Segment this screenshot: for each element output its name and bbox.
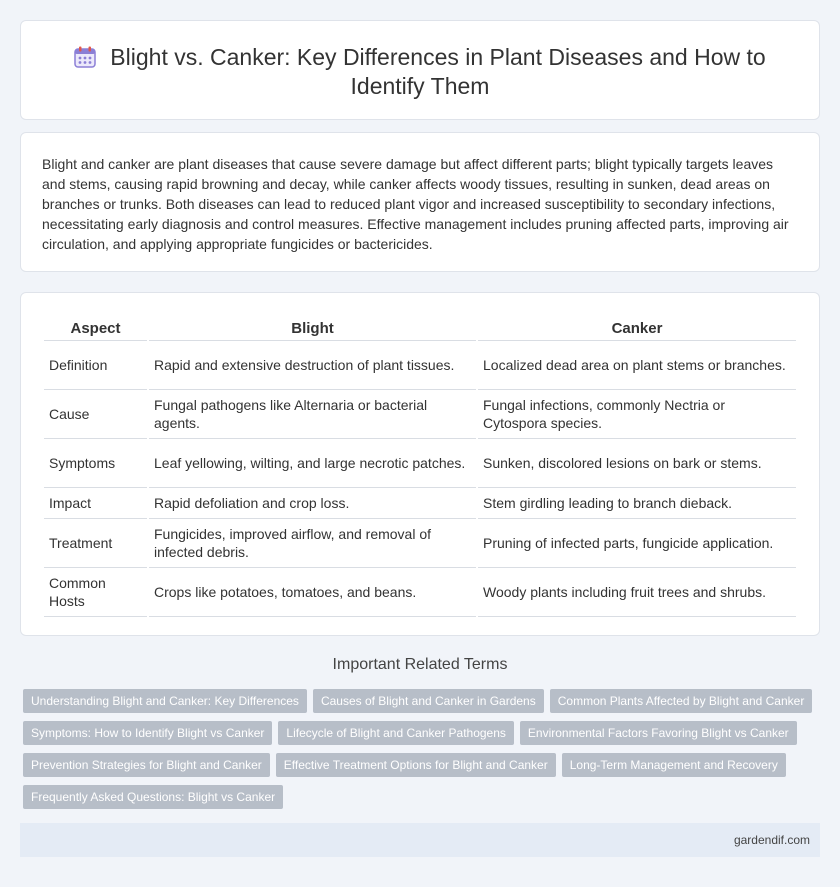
row-aspect: Impact bbox=[44, 488, 147, 519]
related-term-link[interactable]: Frequently Asked Questions: Blight vs Canker bbox=[23, 785, 283, 809]
tag-row bbox=[23, 721, 813, 753]
row-canker: Fungal infections, commonly Nectria or Cytospora species. bbox=[478, 390, 796, 439]
row-aspect: Cause bbox=[44, 390, 147, 439]
row-aspect: Symptoms bbox=[44, 439, 147, 488]
table-row bbox=[44, 519, 796, 568]
tag-row bbox=[23, 689, 813, 721]
footer-site-name: gardendif.com bbox=[733, 833, 810, 847]
comparison-table bbox=[42, 313, 798, 617]
related-term-link[interactable]: Environmental Factors Favoring Blight vs Canker bbox=[520, 721, 797, 745]
row-aspect: Definition bbox=[44, 341, 147, 390]
related-term-link[interactable]: Symptoms: How to Identify Blight vs Canker bbox=[23, 721, 272, 745]
header-canker: Canker bbox=[478, 313, 796, 341]
comparison-card bbox=[20, 292, 820, 636]
footer bbox=[20, 823, 820, 857]
tag-row bbox=[23, 785, 813, 817]
row-blight: Rapid and extensive destruction of plant tissues. bbox=[149, 341, 476, 390]
header-aspect: Aspect bbox=[44, 313, 147, 341]
row-blight: Rapid defoliation and crop loss. bbox=[149, 488, 476, 519]
row-canker: Pruning of infected parts, fungicide application. bbox=[478, 519, 796, 568]
table-row bbox=[44, 568, 796, 617]
related-term-link[interactable]: Prevention Strategies for Blight and Canker bbox=[23, 753, 270, 777]
row-blight: Crops like potatoes, tomatoes, and beans. bbox=[149, 568, 476, 617]
row-canker: Woody plants including fruit trees and shrubs. bbox=[478, 568, 796, 617]
calendar-icon bbox=[74, 46, 96, 68]
table-row bbox=[44, 341, 796, 390]
related-term-link[interactable]: Common Plants Affected by Blight and Canker bbox=[550, 689, 813, 713]
page-title: Blight vs. Canker: Key Differences in Plant Diseases and How to Identify Them bbox=[110, 44, 766, 99]
row-canker: Stem girdling leading to branch dieback. bbox=[478, 488, 796, 519]
row-blight: Leaf yellowing, wilting, and large necrotic patches. bbox=[149, 439, 476, 488]
title-row bbox=[21, 43, 819, 101]
related-term-link[interactable]: Causes of Blight and Canker in Gardens bbox=[313, 689, 544, 713]
related-term-link[interactable]: Understanding Blight and Canker: Key Differences bbox=[23, 689, 307, 713]
row-blight: Fungicides, improved airflow, and removal of infected debris. bbox=[149, 519, 476, 568]
related-term-link[interactable]: Effective Treatment Options for Blight and Canker bbox=[276, 753, 556, 777]
row-canker: Sunken, discolored lesions on bark or stems. bbox=[478, 439, 796, 488]
related-term-link[interactable]: Lifecycle of Blight and Canker Pathogens bbox=[278, 721, 513, 745]
intro-card bbox=[20, 132, 820, 272]
row-aspect: Common Hosts bbox=[44, 568, 147, 617]
table-header-row bbox=[44, 313, 796, 341]
related-terms-list bbox=[23, 689, 813, 817]
table-row bbox=[44, 439, 796, 488]
row-blight: Fungal pathogens like Alternaria or bacterial agents. bbox=[149, 390, 476, 439]
row-canker: Localized dead area on plant stems or branches. bbox=[478, 341, 796, 390]
table-row bbox=[44, 390, 796, 439]
row-aspect: Treatment bbox=[44, 519, 147, 568]
table-row bbox=[44, 488, 796, 519]
intro-paragraph: Blight and canker are plant diseases that cause severe damage but affect different parts; blight typically targets leaves and stems, causing rapid browning and decay, while canker affects woody tissues, resulting in sunken, dead areas on branches or trunks. Both diseases can lead to reduced plant vigor and increased susceptibility to secondary infections, necessitating early diagnosis and control measures. Effective management includes pruning affected parts, improving air circulation, and applying appropriate fungicides or bactericides. bbox=[42, 156, 789, 252]
related-term-link[interactable]: Long-Term Management and Recovery bbox=[562, 753, 786, 777]
related-terms-heading: Important Related Terms bbox=[332, 656, 508, 673]
tag-row bbox=[23, 753, 813, 785]
header-blight: Blight bbox=[149, 313, 476, 341]
header-card bbox=[20, 20, 820, 120]
